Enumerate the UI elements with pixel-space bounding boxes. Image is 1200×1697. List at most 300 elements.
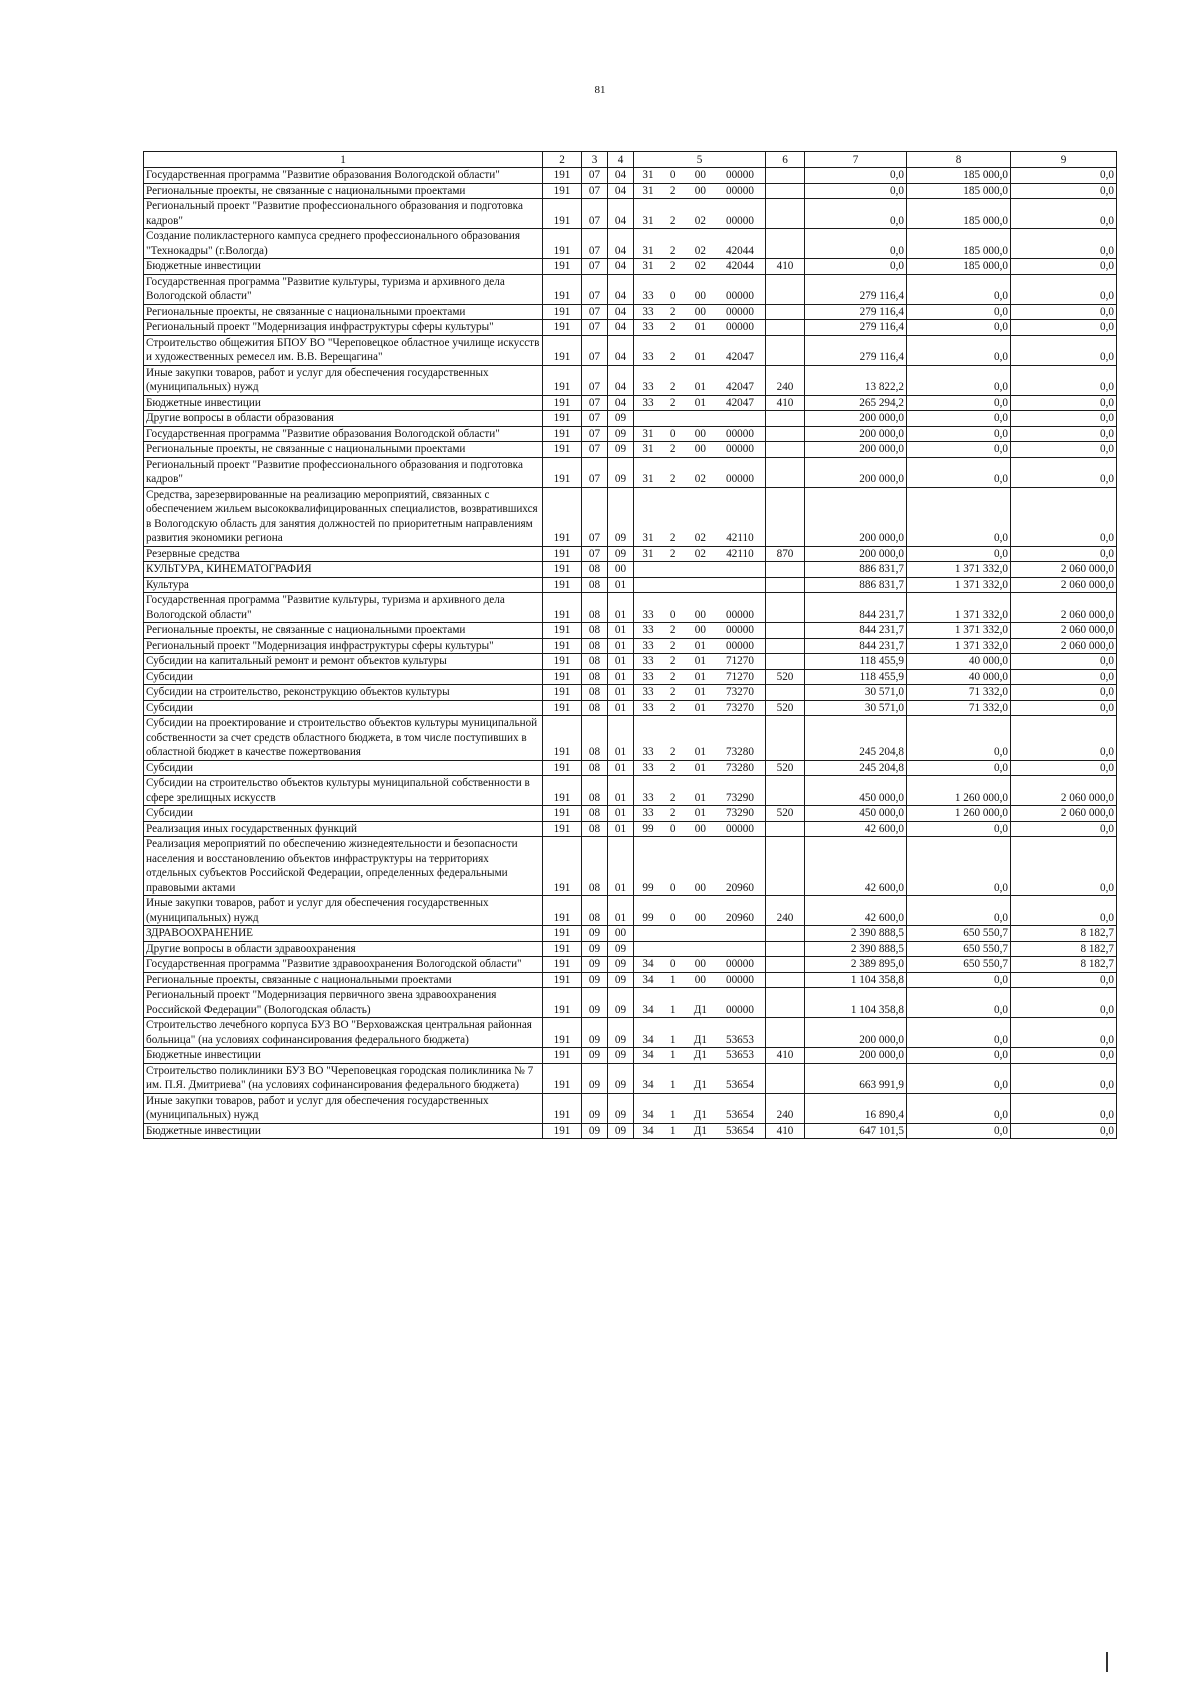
cell-col-4: 01 <box>608 821 634 837</box>
target-article-code <box>634 776 766 806</box>
target-article-code <box>634 941 766 957</box>
row-name: Субсидии <box>144 806 543 822</box>
cell-col-9: 0,0 <box>1011 259 1117 275</box>
cell-col-4: 09 <box>608 941 634 957</box>
cell-col-2: 191 <box>543 229 582 259</box>
cell-col-7: 0,0 <box>805 259 907 275</box>
cell-col-2: 191 <box>543 335 582 365</box>
cell-col-4: 09 <box>608 957 634 973</box>
target-article-t2: 1 <box>669 1109 676 1121</box>
row-name: Резервные средства <box>144 546 543 562</box>
target-article-parts <box>636 320 763 335</box>
cell-col-9: 0,0 <box>1011 821 1117 837</box>
target-article-code <box>634 365 766 395</box>
row-name: КУЛЬТУРА, КИНЕМАТОГРАФИЯ <box>144 562 543 578</box>
cell-col-8: 0,0 <box>907 274 1011 304</box>
cell-col-3: 08 <box>582 716 608 761</box>
target-article-t1: 33 <box>642 381 654 393</box>
target-article-t2: 0 <box>669 911 676 924</box>
cell-col-3: 07 <box>582 199 608 229</box>
target-article-t3: Д1 <box>693 1049 707 1061</box>
cell-col-7: 245 204,8 <box>805 760 907 776</box>
cell-col-7: 1 104 358,8 <box>805 988 907 1018</box>
cell-col-3: 07 <box>582 395 608 411</box>
cell-col-2: 191 <box>543 806 582 822</box>
cell-col-4: 01 <box>608 577 634 593</box>
table-row <box>144 988 1117 1018</box>
target-article-code <box>634 1063 766 1093</box>
table-row <box>144 700 1117 716</box>
cell-col-3: 07 <box>582 229 608 259</box>
row-name: Строительство лечебного корпуса БУЗ ВО "Верховажская центральная районная больница" (на условиях софинансирования федерального бюджета) <box>144 1018 543 1048</box>
cell-col-3: 09 <box>582 988 608 1018</box>
target-article-t1: 33 <box>642 655 654 667</box>
target-article-t1: 99 <box>642 822 654 835</box>
target-article-t4: 73280 <box>725 761 754 774</box>
target-article-t1: 33 <box>642 396 654 409</box>
target-article-t1: 34 <box>642 1049 654 1061</box>
target-article-t3: 01 <box>694 701 706 714</box>
table-row <box>144 941 1117 957</box>
table-row <box>144 593 1117 623</box>
target-article-parts <box>636 1108 763 1123</box>
cell-col-8: 71 332,0 <box>907 685 1011 701</box>
cell-col-8: 0,0 <box>907 1048 1011 1064</box>
target-article-t1: 99 <box>642 911 654 924</box>
cell-col-8: 1 371 332,0 <box>907 623 1011 639</box>
cell-col-6: 520 <box>766 806 805 822</box>
cell-col-6 <box>766 411 805 427</box>
target-article-t1: 33 <box>642 670 654 683</box>
table-row <box>144 304 1117 320</box>
cell-col-7: 0,0 <box>805 168 907 184</box>
target-article-t4: 00000 <box>725 290 754 302</box>
table-row <box>144 654 1117 670</box>
cell-col-4: 09 <box>608 988 634 1018</box>
cell-col-3: 08 <box>582 806 608 822</box>
table-row <box>144 259 1117 275</box>
target-article-code <box>634 562 766 578</box>
cell-col-7: 0,0 <box>805 229 907 259</box>
table-row <box>144 577 1117 593</box>
target-article-t3: 00 <box>694 881 706 894</box>
cell-col-7: 844 231,7 <box>805 623 907 639</box>
target-article-t3: 00 <box>694 443 706 455</box>
target-article-t4: 42044 <box>725 260 754 272</box>
target-article-t4: 00000 <box>725 822 754 835</box>
target-article-t2: 0 <box>669 290 676 302</box>
table-row <box>144 183 1117 199</box>
target-article-t1: 33 <box>642 701 654 714</box>
target-article-t3: 02 <box>694 473 706 485</box>
target-article-t4: 42110 <box>726 532 754 544</box>
cell-col-8: 0,0 <box>907 837 1011 896</box>
row-name: Государственная программа "Развитие образования Вологодской области" <box>144 168 543 184</box>
cell-col-9: 0,0 <box>1011 685 1117 701</box>
target-article-code <box>634 304 766 320</box>
target-article-t2: 0 <box>669 822 676 835</box>
cell-col-4: 04 <box>608 183 634 199</box>
cell-col-9: 0,0 <box>1011 442 1117 458</box>
cell-col-4: 04 <box>608 229 634 259</box>
cell-col-9: 0,0 <box>1011 365 1117 395</box>
cell-col-7: 200 000,0 <box>805 426 907 442</box>
cell-col-7: 450 000,0 <box>805 806 907 822</box>
page-number: 81 <box>594 84 606 96</box>
cell-col-2: 191 <box>543 168 582 184</box>
cell-col-8: 0,0 <box>907 457 1011 487</box>
target-article-t4: 20960 <box>725 881 754 894</box>
cell-col-7: 200 000,0 <box>805 411 907 427</box>
cell-col-9: 0,0 <box>1011 1018 1117 1048</box>
cell-col-8: 1 371 332,0 <box>907 593 1011 623</box>
budget-table <box>143 151 1117 1139</box>
cell-col-4: 09 <box>608 546 634 562</box>
cell-col-4: 01 <box>608 669 634 685</box>
target-article-code <box>634 320 766 336</box>
target-article-t3: 01 <box>694 351 706 363</box>
cell-col-2: 191 <box>543 593 582 623</box>
cell-col-4: 04 <box>608 304 634 320</box>
target-article-t4: 42047 <box>725 396 754 409</box>
cell-col-2: 191 <box>543 1123 582 1139</box>
table-row <box>144 395 1117 411</box>
target-article-t3: 02 <box>694 244 706 257</box>
cell-col-4: 04 <box>608 320 634 336</box>
cell-col-6 <box>766 426 805 442</box>
table-row <box>144 806 1117 822</box>
table-row <box>144 320 1117 336</box>
cell-col-4: 09 <box>608 1093 634 1123</box>
cell-col-6 <box>766 562 805 578</box>
row-name: Субсидии <box>144 700 543 716</box>
table-row <box>144 411 1117 427</box>
target-article-t3: 00 <box>694 973 706 986</box>
table-row <box>144 1018 1117 1048</box>
cell-col-4: 01 <box>608 685 634 701</box>
target-article-code <box>634 593 766 623</box>
target-article-code <box>634 1093 766 1123</box>
target-article-t3: Д1 <box>693 1124 707 1137</box>
row-name: Создание поликластерного кампуса среднего профессионального образования "Технокадры" (г.Вологда) <box>144 229 543 259</box>
target-article-code <box>634 259 766 275</box>
table-row <box>144 1048 1117 1064</box>
cell-col-3: 08 <box>582 638 608 654</box>
target-article-parts <box>636 701 763 716</box>
cell-col-4: 01 <box>608 837 634 896</box>
target-article-parts <box>636 184 763 199</box>
target-article-parts <box>636 685 763 700</box>
target-article-code <box>634 760 766 776</box>
target-article-code <box>634 700 766 716</box>
cell-col-6 <box>766 320 805 336</box>
target-article-t2: 2 <box>669 443 676 455</box>
target-article-t3: 01 <box>694 396 706 409</box>
target-article-t1: 33 <box>642 608 654 621</box>
row-name: Региональный проект "Развитие профессионального образования и подготовка кадров" <box>144 199 543 229</box>
cell-col-6: 240 <box>766 896 805 926</box>
cell-col-8: 0,0 <box>907 821 1011 837</box>
row-name: Субсидии <box>144 669 543 685</box>
cell-col-4: 01 <box>608 623 634 639</box>
cell-col-2: 191 <box>543 1018 582 1048</box>
cell-col-4: 09 <box>608 1018 634 1048</box>
target-article-t4: 00000 <box>725 443 754 455</box>
cell-col-2: 191 <box>543 199 582 229</box>
table-row <box>144 546 1117 562</box>
target-article-t2: 1 <box>669 1124 676 1137</box>
target-article-t1: 33 <box>642 791 654 804</box>
cell-col-6 <box>766 304 805 320</box>
target-article-t4: 42044 <box>725 244 754 257</box>
cell-col-8: 650 550,7 <box>907 926 1011 942</box>
cell-col-6: 870 <box>766 546 805 562</box>
cell-col-3: 07 <box>582 365 608 395</box>
target-article-t2: 0 <box>669 881 676 894</box>
target-article-t4: 53654 <box>725 1079 754 1091</box>
table-row <box>144 896 1117 926</box>
table-row <box>144 229 1117 259</box>
cell-col-2: 191 <box>543 562 582 578</box>
header-cell: 9 <box>1011 152 1117 168</box>
cell-col-9: 2 060 000,0 <box>1011 623 1117 639</box>
cell-col-7: 200 000,0 <box>805 1018 907 1048</box>
cell-col-4: 09 <box>608 1048 634 1064</box>
cell-col-6: 410 <box>766 395 805 411</box>
target-article-t4: 42110 <box>726 547 754 560</box>
target-article-code <box>634 654 766 670</box>
target-article-code <box>634 577 766 593</box>
target-article-t2: 2 <box>669 547 676 560</box>
target-article-code <box>634 988 766 1018</box>
cell-col-4: 04 <box>608 395 634 411</box>
target-article-t1: 33 <box>642 639 654 652</box>
target-article-code <box>634 837 766 896</box>
table-row <box>144 1063 1117 1093</box>
cell-col-6 <box>766 638 805 654</box>
cell-col-6: 520 <box>766 760 805 776</box>
cell-col-3: 07 <box>582 259 608 275</box>
cell-col-6: 520 <box>766 700 805 716</box>
cell-col-9: 8 182,7 <box>1011 926 1117 942</box>
target-article-t1: 33 <box>642 351 654 363</box>
table-row <box>144 623 1117 639</box>
target-article-t3: 02 <box>694 214 706 227</box>
cell-col-9: 0,0 <box>1011 972 1117 988</box>
row-name: Субсидии на проектирование и строительство объектов культуры муниципальной собственности за счет средств областного бюджета, в том числе поступивших в областной бюджет в качестве пожертвования <box>144 716 543 761</box>
row-name: Бюджетные инвестиции <box>144 395 543 411</box>
cell-col-7: 450 000,0 <box>805 776 907 806</box>
cell-col-2: 191 <box>543 274 582 304</box>
cell-col-8: 650 550,7 <box>907 941 1011 957</box>
cell-col-8: 0,0 <box>907 972 1011 988</box>
target-article-t3: 00 <box>694 958 706 970</box>
cell-col-2: 191 <box>543 1093 582 1123</box>
table-body <box>144 168 1117 1139</box>
cell-col-2: 191 <box>543 426 582 442</box>
target-article-parts <box>636 214 763 229</box>
target-article-parts <box>636 305 763 320</box>
header-cell: 8 <box>907 152 1011 168</box>
target-article-t3: 01 <box>694 655 706 667</box>
scan-mark <box>1106 1652 1108 1672</box>
cell-col-3: 09 <box>582 1018 608 1048</box>
target-article-t2: 2 <box>669 791 676 804</box>
row-name: Региональные проекты, не связанные с национальными проектами <box>144 442 543 458</box>
cell-col-7: 844 231,7 <box>805 638 907 654</box>
cell-col-3: 08 <box>582 760 608 776</box>
cell-col-9: 0,0 <box>1011 411 1117 427</box>
target-article-t2: 1 <box>669 1079 676 1091</box>
target-article-code <box>634 1123 766 1139</box>
cell-col-8: 185 000,0 <box>907 183 1011 199</box>
target-article-t3: 00 <box>694 608 706 621</box>
cell-col-2: 191 <box>543 685 582 701</box>
target-article-parts <box>636 380 763 395</box>
cell-col-6 <box>766 654 805 670</box>
cell-col-4: 09 <box>608 457 634 487</box>
cell-col-8: 0,0 <box>907 760 1011 776</box>
header-cell: 4 <box>608 152 634 168</box>
target-article-t4: 00000 <box>725 1003 754 1016</box>
row-name: Средства, зарезервированные на реализацию мероприятий, связанных с обеспечением жильем высококвалифицированных специалистов, возвратившихся в Вологодскую область для занятия должностей по приоритетным направлениям развития экономики региона <box>144 487 543 546</box>
cell-col-2: 191 <box>543 837 582 896</box>
target-article-t2: 2 <box>669 473 676 485</box>
target-article-t3: 00 <box>694 427 706 440</box>
target-article-parts <box>636 168 763 183</box>
target-article-t3: 01 <box>694 670 706 683</box>
target-article-t1: 34 <box>642 1079 654 1091</box>
target-article-code <box>634 926 766 942</box>
target-article-t3: 01 <box>694 791 706 804</box>
table-row <box>144 669 1117 685</box>
cell-col-9: 0,0 <box>1011 274 1117 304</box>
cell-col-2: 191 <box>543 442 582 458</box>
target-article-t4: 00000 <box>725 973 754 986</box>
cell-col-6 <box>766 623 805 639</box>
target-article-t4: 00000 <box>725 321 754 333</box>
cell-col-9: 0,0 <box>1011 716 1117 761</box>
cell-col-2: 191 <box>543 395 582 411</box>
cell-col-8: 0,0 <box>907 487 1011 546</box>
target-article-t3: 02 <box>694 547 706 560</box>
target-article-parts <box>636 973 763 988</box>
cell-col-2: 191 <box>543 304 582 320</box>
cell-col-9: 0,0 <box>1011 426 1117 442</box>
target-article-parts <box>636 244 763 259</box>
cell-col-2: 191 <box>543 638 582 654</box>
header-cell: 7 <box>805 152 907 168</box>
cell-col-7: 1 104 358,8 <box>805 972 907 988</box>
row-name: Региональный проект "Модернизация инфраструктуры сферы культуры" <box>144 320 543 336</box>
cell-col-4: 09 <box>608 411 634 427</box>
target-article-t4: 00000 <box>725 639 754 652</box>
target-article-t3: 00 <box>694 169 706 181</box>
cell-col-8: 1 371 332,0 <box>907 562 1011 578</box>
table-row <box>144 760 1117 776</box>
cell-col-3: 08 <box>582 562 608 578</box>
cell-col-9: 0,0 <box>1011 183 1117 199</box>
cell-col-7: 886 831,7 <box>805 577 907 593</box>
cell-col-6: 410 <box>766 1123 805 1139</box>
cell-col-7: 118 455,9 <box>805 654 907 670</box>
row-name: Другие вопросы в области образования <box>144 411 543 427</box>
target-article-t4: 73270 <box>725 686 754 698</box>
cell-col-7: 245 204,8 <box>805 716 907 761</box>
cell-col-2: 191 <box>543 623 582 639</box>
target-article-t4: 00000 <box>725 214 754 227</box>
target-article-t2: 2 <box>669 746 676 758</box>
table-row <box>144 426 1117 442</box>
cell-col-3: 07 <box>582 304 608 320</box>
cell-col-6 <box>766 168 805 184</box>
cell-col-3: 07 <box>582 183 608 199</box>
cell-col-6 <box>766 837 805 896</box>
target-article-t3: 01 <box>694 686 706 698</box>
row-name: Иные закупки товаров, работ и услуг для обеспечения государственных (муниципальных) нужд <box>144 896 543 926</box>
target-article-code <box>634 395 766 411</box>
cell-col-8: 0,0 <box>907 442 1011 458</box>
target-article-t2: 1 <box>669 1003 676 1016</box>
target-article-t1: 31 <box>642 260 654 272</box>
cell-col-2: 191 <box>543 760 582 776</box>
cell-col-3: 09 <box>582 1093 608 1123</box>
target-article-t3: Д1 <box>693 1003 707 1016</box>
cell-col-3: 08 <box>582 776 608 806</box>
target-article-t2: 2 <box>669 396 676 409</box>
target-article-t2: 2 <box>669 184 676 197</box>
row-name: Иные закупки товаров, работ и услуг для обеспечения государственных (муниципальных) нужд <box>144 365 543 395</box>
target-article-t2: 2 <box>669 807 676 819</box>
cell-col-2: 191 <box>543 972 582 988</box>
target-article-t1: 34 <box>642 1003 654 1016</box>
cell-col-6 <box>766 972 805 988</box>
header-cell: 5 <box>634 152 766 168</box>
row-name: Субсидии <box>144 760 543 776</box>
row-name: Региональные проекты, не связанные с национальными проектами <box>144 183 543 199</box>
cell-col-2: 191 <box>543 183 582 199</box>
table-row <box>144 274 1117 304</box>
cell-col-4: 04 <box>608 259 634 275</box>
cell-col-4: 09 <box>608 442 634 458</box>
cell-col-8: 0,0 <box>907 1123 1011 1139</box>
target-article-code <box>634 546 766 562</box>
target-article-parts <box>636 1003 763 1018</box>
cell-col-8: 0,0 <box>907 365 1011 395</box>
cell-col-7: 200 000,0 <box>805 487 907 546</box>
cell-col-8: 0,0 <box>907 411 1011 427</box>
target-article-t3: 00 <box>694 290 706 302</box>
cell-col-2: 191 <box>543 988 582 1018</box>
target-article-t2: 0 <box>669 958 676 970</box>
target-article-parts <box>636 639 763 654</box>
cell-col-7: 265 294,2 <box>805 395 907 411</box>
cell-col-3: 08 <box>582 700 608 716</box>
table-row <box>144 168 1117 184</box>
target-article-code <box>634 957 766 973</box>
cell-col-3: 07 <box>582 335 608 365</box>
table-row <box>144 562 1117 578</box>
target-article-t4: 20960 <box>725 911 754 924</box>
cell-col-9: 0,0 <box>1011 896 1117 926</box>
table-row <box>144 821 1117 837</box>
cell-col-3: 07 <box>582 426 608 442</box>
cell-col-2: 191 <box>543 654 582 670</box>
target-article-parts <box>636 427 763 442</box>
cell-col-4: 00 <box>608 562 634 578</box>
target-article-t1: 31 <box>642 473 654 485</box>
target-article-t3: 00 <box>694 911 706 924</box>
